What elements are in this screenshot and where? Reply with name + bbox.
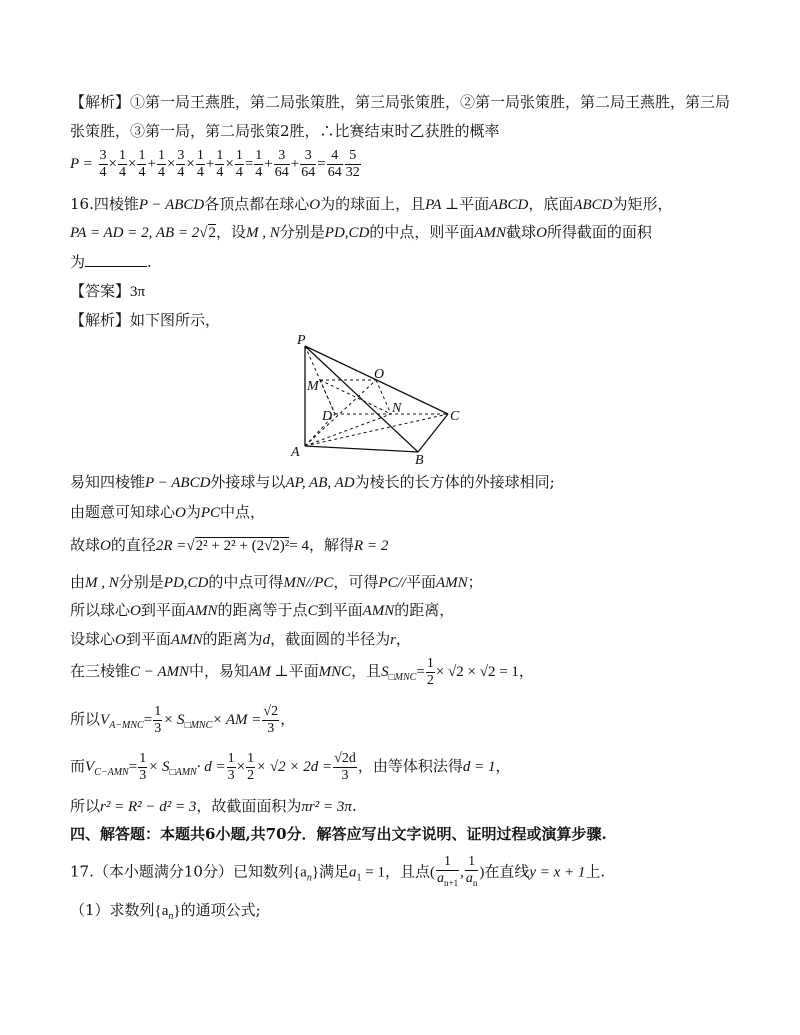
step-math: × √2 × √2 = 1 [435,664,519,680]
q17-math: , [460,864,464,881]
step-math: O [100,538,111,554]
step-text: 易知四棱锥 [70,473,146,491]
q17-math: } [311,864,320,881]
denominator: 4 [196,164,204,180]
step-7 [70,654,534,695]
q16-text: 分别是 [279,223,325,241]
step-text: 由 [70,573,86,591]
q17-math: ) [479,864,485,881]
step-2 [70,502,265,523]
numerator: 1 [139,750,147,766]
step-text: 平面 [288,662,319,680]
question-17-part-1 [70,900,261,927]
q16-text: . [147,253,152,271]
denominator: 3 [139,767,147,783]
fraction [327,148,343,181]
label-n: N [392,401,402,416]
step-text: 由题意可知球心 [70,503,176,521]
denominator: 64 [274,164,289,180]
step-math: PD,CD [163,575,209,591]
section-heading-4: 四、解答题：本题共6小题,共70分．解答应写出文字说明、证明过程或演算步骤. [70,825,607,843]
numerator: 1 [216,147,224,163]
operator: × [128,156,137,172]
fraction [118,148,127,181]
step-text: 的中点可得 [208,573,284,591]
step-text: . [351,797,357,815]
numerator: 3 [274,148,290,165]
answer-line [70,281,145,302]
edge-pb [305,346,418,452]
step-text: 设球心 [70,630,116,648]
step-text: 的直径 [110,536,156,554]
step-text: 所以 [70,797,101,815]
denominator-var: a [465,871,473,886]
step-math: O [175,505,186,521]
step-math: MN//PC [283,575,334,591]
q16-condition: PA = AD = 2, AB = 2 [70,225,200,241]
q16-math: M , N [246,225,280,241]
operator: + [147,156,156,172]
q16-math: AMN [474,225,507,241]
q17-text: 满足 [319,862,350,881]
step-text: 为棱长的长方体的外接球相同; [354,473,555,491]
operator: + [264,156,273,172]
label-p: P [297,333,306,348]
step-math: AMN [170,632,203,648]
fraction [246,751,255,784]
q17-math: ( [430,864,436,881]
step-text: 的距离等于点 [217,601,308,619]
step-math: r [390,632,396,648]
step-math: × AM = [212,712,262,728]
step-math: C − AMN [130,664,190,680]
fraction [235,148,244,181]
denominator: 2 [247,767,255,783]
numerator: 1 [227,750,235,766]
numerator: √2d [334,750,356,766]
step-text: ，故截面面积为 [196,797,302,815]
question-17-line-1 [70,854,605,895]
q16-text: 各顶点都在球心 [204,195,310,213]
step-text: 中点， [220,503,266,521]
step-text: 在三棱锥 [70,662,131,680]
edge-ab [305,446,418,452]
step-math: πr² = 3π [301,799,352,815]
q16-math: PD,CD [324,225,370,241]
fraction [196,148,205,181]
answer-label: 【答案】 [70,282,131,300]
denominator-sub: n+1 [444,877,459,888]
step-math: AP, AB, AD [285,475,355,491]
step-math: S [381,664,389,680]
q16-text: 为的球面上，且 [320,195,426,213]
q16-text: ，设 [216,223,247,241]
q16-math: O [309,197,321,213]
fraction [215,148,224,181]
operator: × [225,156,234,172]
step-math: d = 1 [462,759,496,775]
denominator: 3 [154,720,162,736]
fraction [465,854,479,891]
step-math: · d = [196,759,226,775]
step-math: × √2 × 2d = [256,759,333,775]
numerator: 1 [138,147,146,163]
segment-on [376,380,391,414]
denominator: 4 [99,164,107,180]
step-text: 到平面 [317,601,363,619]
fraction [99,148,108,181]
q17-subscript: 1 [356,872,362,884]
fraction [138,751,147,784]
q17-text: （1）求数列 [70,901,155,919]
analysis-label: 【解析】 [70,93,131,111]
step-math: P − ABCD [145,475,211,491]
step-math: AMN [362,603,395,619]
probability-formula [70,146,362,181]
fraction [153,704,162,737]
numerator: 4 [327,148,343,165]
denominator: 3 [267,720,275,736]
q17-subscript: n [168,911,174,922]
step-text: 所以球心 [70,601,131,619]
q16-sqrt: 2 [208,225,216,241]
fraction [274,148,290,181]
numerator: 1 [235,147,243,163]
fraction [227,751,236,784]
operator: × [166,156,176,172]
denominator: 4 [177,164,185,180]
q16-text: 所得截面的面积 [546,223,652,241]
q17-math: y = x + 1 [529,864,586,881]
fraction [345,148,361,181]
denominator: 2 [426,672,434,688]
step-subscript: A−MNC [109,720,144,731]
q16-math: O [536,225,547,241]
step-math: = [128,759,138,775]
step-math: V [85,759,95,775]
numerator: 1 [465,854,479,871]
step-math: R = 2 [354,538,389,554]
question-16-line-1 [70,194,673,215]
denominator-sub: n [472,877,478,888]
numerator: 1 [196,147,204,163]
step-subscript: □AMN [169,767,197,778]
q16-text: 截球 [506,223,537,241]
step-math: V [100,712,110,728]
analysis-15-line-2 [70,121,500,141]
fraction [262,704,279,737]
numerator: 1 [426,655,434,671]
q17-text: 在直线 [484,862,530,881]
step-math: = [143,712,153,728]
step-subscript: C−AMN [94,767,129,778]
numerator: 1 [157,147,165,163]
answer-value: 3π [130,284,146,300]
step-text: 而 [70,757,86,775]
step-text: 到平面 [140,601,186,619]
step-text: ，截面圆的半径为 [270,630,391,648]
numerator: √2 [263,703,279,719]
q17-text: 的通项公式; [180,901,261,919]
step-math: O [115,632,126,648]
fraction [254,148,263,181]
analysis-text: 如下图所示， [130,311,221,329]
label-d: D [322,409,333,424]
denominator [465,871,479,891]
pyramid-figure [280,330,480,465]
step-8 [70,702,295,743]
step-math: × [236,759,246,775]
label-c: C [450,409,460,424]
step-text: 平面 [405,573,436,591]
analysis-text: ①第一局王燕胜，第二局张策胜，第三局张策胜，②第一局张策胜，第二局王燕胜，第三局 [130,93,731,111]
q16-text: 平面 [459,195,490,213]
step-6 [70,629,411,650]
step-text: 的距离为 [202,630,263,648]
step-3: 故球O的直径2R =√2² + 2² + (2√2)²= 4，解得R = 2 [70,536,389,554]
step-text: ，解得 [309,536,355,554]
step-math: PC [200,505,221,521]
step-math: PC// [378,575,406,591]
fraction [300,148,316,181]
step-text: ； [467,573,483,591]
step-text: ， [395,630,411,648]
q16-text: 16.四棱锥 [70,195,139,213]
step-text: ，且 [351,662,382,680]
question-16-line-2: PA = AD = 2, AB = 2√2，设M , N分别是PD,CD的中点，则平面AMN截球O所得截面的面积 [70,223,652,241]
label-a: A [291,445,300,460]
step-math: = 4 [289,538,310,554]
q16-math: PA ⊥ [425,197,460,213]
numerator: 1 [436,854,459,871]
operator: = [244,156,254,172]
operator: × [186,156,195,172]
q17-math: } [173,903,181,919]
q17-math: a [349,864,357,881]
denominator: 4 [235,164,243,180]
numerator: 3 [300,148,316,165]
step-math: × S [163,712,185,728]
step-1 [70,472,555,493]
step-math: d [262,632,271,648]
step-text: ， [495,757,511,775]
denominator: 4 [255,164,263,180]
fraction [333,751,357,784]
step-text: 故球 [70,536,101,554]
step-subscript: □MNC [388,672,417,683]
operator: × [108,156,118,172]
label-o: O [374,367,385,382]
step-text: 为 [185,503,201,521]
q17-math: = 1 [361,864,385,881]
q17-text: 上. [585,862,606,881]
operator: + [290,156,300,172]
step-radicand: 2² + 2² + (2√2)² [195,538,290,554]
q17-subscript: n [306,872,312,884]
denominator [436,871,459,891]
denominator: 32 [345,164,360,180]
q16-text: 为矩形， [612,195,673,213]
step-math: C [307,603,318,619]
analysis-label: 【解析】 [70,311,131,329]
step-math: AMN [185,603,218,619]
step-text: 分别是 [118,573,164,591]
numerator: 1 [119,147,127,163]
label-m: M [307,379,319,394]
step-4 [70,572,483,593]
step-text: 到平面 [125,630,171,648]
step-math: AM ⊥ [249,664,289,680]
numerator: 5 [345,148,361,165]
q16-math: ABCD [489,197,529,213]
step-math: × S [148,759,170,775]
step-math: M , N [85,575,119,591]
analysis-16-line [70,310,220,330]
denominator: 3 [341,767,349,783]
step-text: ，可得 [333,573,379,591]
operator: + [205,156,215,172]
q16-math: P − ABCD [138,197,205,213]
denominator: 4 [119,164,127,180]
numerator: 1 [247,750,255,766]
q17-text: 17.（本小题满分10分）已知数列 [70,862,293,881]
numerator: 3 [99,147,107,163]
q17-math: {a [154,903,169,919]
step-9 [70,749,511,790]
fraction [436,854,459,891]
step-5 [70,600,454,621]
denominator-var: a [437,871,445,886]
q16-text: ，底面 [528,195,574,213]
denominator: 64 [327,164,342,180]
fraction [157,148,166,181]
step-subscript: □MNC [184,720,213,731]
denominator: 4 [216,164,224,180]
operator: = [317,156,326,172]
step-text: ， [280,710,296,728]
step-math: MNC [318,664,352,680]
q16-math: ABCD [573,197,613,213]
step-text: 中，易知 [189,662,250,680]
step-math: AMN [435,575,468,591]
answer-blank [85,252,147,267]
numerator: 1 [255,147,263,163]
formula-lhs: P = [70,156,93,172]
step-math: 2R = [155,538,187,554]
step-text: 所以 [70,710,101,728]
step-math: r² = R² − d² = 3 [100,799,197,815]
fraction [176,148,185,181]
step-text: ，由等体积法得 [357,757,463,775]
q17-text: ，且点 [385,862,431,881]
analysis-15-line-1 [70,92,730,112]
numerator: 3 [177,147,185,163]
denominator: 64 [301,164,316,180]
step-text: 的距离， [394,601,455,619]
analysis-text: 张策胜，③第一局，第二局张策2胜，∴比赛结束时乙获胜的概率 [70,122,500,140]
q17-math: {a [292,864,307,881]
step-math: = [416,664,425,680]
step-math: O [130,603,141,619]
denominator: 4 [138,164,146,180]
q16-text: 的中点，则平面 [369,223,475,241]
denominator: 4 [157,164,165,180]
q16-text: 为 [70,253,86,271]
step-text: ， [518,662,534,680]
label-b: B [415,453,424,465]
fraction [426,656,435,689]
question-16-line-3 [70,252,152,272]
step-text: 外接球与以 [210,473,286,491]
numerator: 1 [154,703,162,719]
denominator: 3 [227,767,235,783]
fraction [137,148,146,181]
step-10 [70,796,357,817]
